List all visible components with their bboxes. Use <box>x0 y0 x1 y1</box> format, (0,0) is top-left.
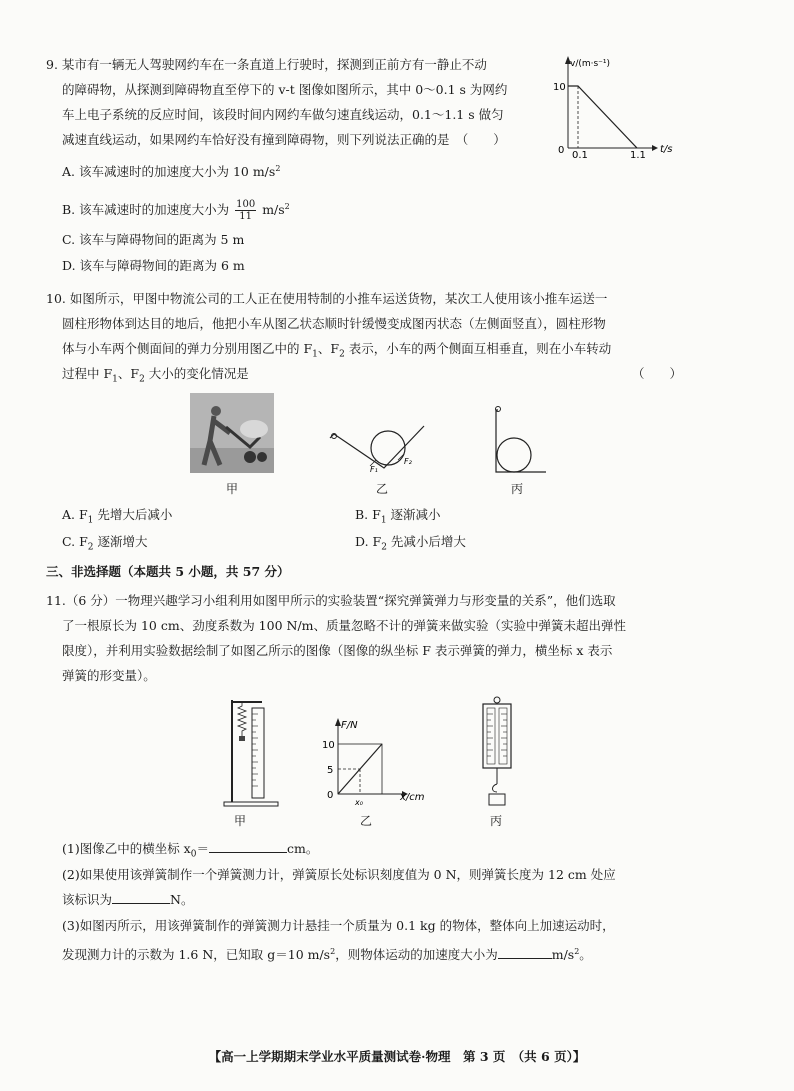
q9-option-d: D. 该车与障碍物间的距离为 6 m <box>62 258 245 273</box>
q10-cart-diagram-bing <box>488 404 548 476</box>
answer-blank-x0[interactable] <box>209 840 287 853</box>
vt-x-0.1: 0.1 <box>572 150 588 161</box>
page-footer: 【高一上学期期末学业水平质量测试卷·物理 第 3 页 （共 6 页）】 <box>208 1049 586 1064</box>
q10-option-a: A. $F_1$ 先增大后减小 <box>62 507 173 526</box>
q11-spring-stand-apparatus <box>222 698 288 808</box>
fx-y-10: 10 <box>322 740 335 751</box>
q11-spring-scale <box>477 696 517 808</box>
q10-line-4: 过程中 $F_1$、$F_2$ 大小的变化情况是 <box>62 366 249 385</box>
q10-caption-yi: 乙 <box>375 482 388 496</box>
q9-line-3: 车上电子系统的反应时间，该段时间内网约车做匀速直线运动，0.1～1.1 s 做匀 <box>62 107 504 122</box>
q10-cart-diagram-yi <box>328 402 428 472</box>
vt-xlabel: t/s <box>660 144 673 155</box>
q11-sub-question-2-line-2: 该标识为 N。 <box>62 892 194 907</box>
vt-y-10: 10 <box>553 82 566 93</box>
fraction-100-over-11: $\frac{100}{11}$ <box>236 199 256 223</box>
section-3-heading: 三、非选择题（本题共 5 小题，共 57 分） <box>46 564 290 579</box>
q9-line-4: 减速直线运动，如果网约车恰好没有撞到障碍物，则下列说法正确的是 （ ） <box>62 132 506 147</box>
q9-option-b: B. 该车减速时的加速度大小为 $\frac{100}{11}$ $m/s^2$ <box>62 199 290 223</box>
answer-blank-scale-reading[interactable] <box>112 891 170 904</box>
vt-x-1.1: 1.1 <box>630 150 646 161</box>
q11-line-1: 11.（6 分）一物理兴趣学习小组利用如图甲所示的实验装置“探究弹簧弹力与形变量的关系”，他们选取 <box>46 593 616 608</box>
q11-line-3: 限度），并利用实验数据绘制了如图乙所示的图像（图像的纵坐标 F 表示弹簧的弹力，横坐标 x 表示 <box>62 643 613 658</box>
q11-caption-yi: 乙 <box>359 814 372 828</box>
vt-origin: 0 <box>558 145 565 156</box>
q10-option-c: C. $F_2$ 逐渐增大 <box>62 534 148 553</box>
fx-x0: x₀ <box>355 798 363 807</box>
q9-option-a: A. 该车减速时的加速度大小为 10 $m/s^2$ <box>62 164 281 180</box>
q10-caption-jia: 甲 <box>225 482 238 496</box>
force-f2-label: F₂ <box>404 457 412 466</box>
q10-option-d: D. $F_2$ 先减小后增大 <box>355 534 466 553</box>
fx-origin: 0 <box>327 790 334 801</box>
fx-y-5: 5 <box>327 765 334 776</box>
q11-line-4: 弹簧的形变量）。 <box>62 668 156 683</box>
vt-ylabel: v/(m·s⁻¹) <box>570 59 611 69</box>
q11-sub-question-2-line-1: (2)如果使用该弹簧制作一个弹簧测力计，弹簧原长处标识刻度值为 0 N，则弹簧长度为 12 cm 处应 <box>62 867 616 882</box>
q10-caption-bing: 丙 <box>510 482 523 496</box>
q10-line-3: 体与小车两个侧面间的弹力分别用图乙中的 $F_1$、$F_2$ 表示，小车的两个侧面互相垂直，则在小车转动 <box>62 341 612 360</box>
fx-xlabel: x/cm <box>400 792 425 803</box>
q10-option-b: B. $F_1$ 逐渐减小 <box>355 507 441 526</box>
q9-option-c: C. 该车与障碍物间的距离为 5 m <box>62 232 245 247</box>
fx-ylabel: F/N <box>341 720 358 731</box>
worker-cart-photo <box>190 393 274 473</box>
q9-line-2: 的障碍物，从探测到障碍物直至停下的 v-t 图像如图所示，其中 0～0.1 s 为网约 <box>62 82 508 97</box>
q11-line-2: 了一根原长为 10 cm、劲度系数为 100 N/m、质量忽略不计的弹簧来做实验（实验中弹簧未超出弹性 <box>62 618 627 633</box>
q11-caption-bing: 丙 <box>489 814 502 828</box>
force-f1-label: F₁ <box>370 465 378 474</box>
q11-sub-question-1: (1)图像乙中的横坐标 $x_0=$ cm。 <box>62 841 319 860</box>
q9-line-1: 9. 某市有一辆无人驾驶网约车在一条直道上行驶时，探测到正前方有一静止不动 <box>46 57 487 72</box>
q11-sub-question-3-line-2: 发现测力计的示数为 1.6 N，已知取 g＝10 $m/s^2$，则物体运动的加速度大小为 $m/s^2$。 <box>62 947 592 963</box>
q10-line-1: 10. 如图所示，甲图中物流公司的工人正在使用特制的小推车运送货物，某次工人使用该小推车运送一 <box>46 291 608 306</box>
q9-vt-graph <box>548 52 673 161</box>
q11-sub-question-3-line-1: (3)如图丙所示，用该弹簧制作的弹簧测力计悬挂一个质量为 0.1 kg 的物体，整体向上加速运动时， <box>62 918 615 933</box>
q10-line-2: 圆柱形物体到达目的地后，他把小车从图乙状态顺时针缓慢变成图丙状态（左侧面竖直），圆柱形物 <box>62 316 606 331</box>
q10-answer-paren: （ ） <box>632 366 683 381</box>
q11-fx-graph <box>318 716 428 806</box>
answer-blank-acceleration[interactable] <box>498 946 552 959</box>
q11-caption-jia: 甲 <box>233 814 246 828</box>
